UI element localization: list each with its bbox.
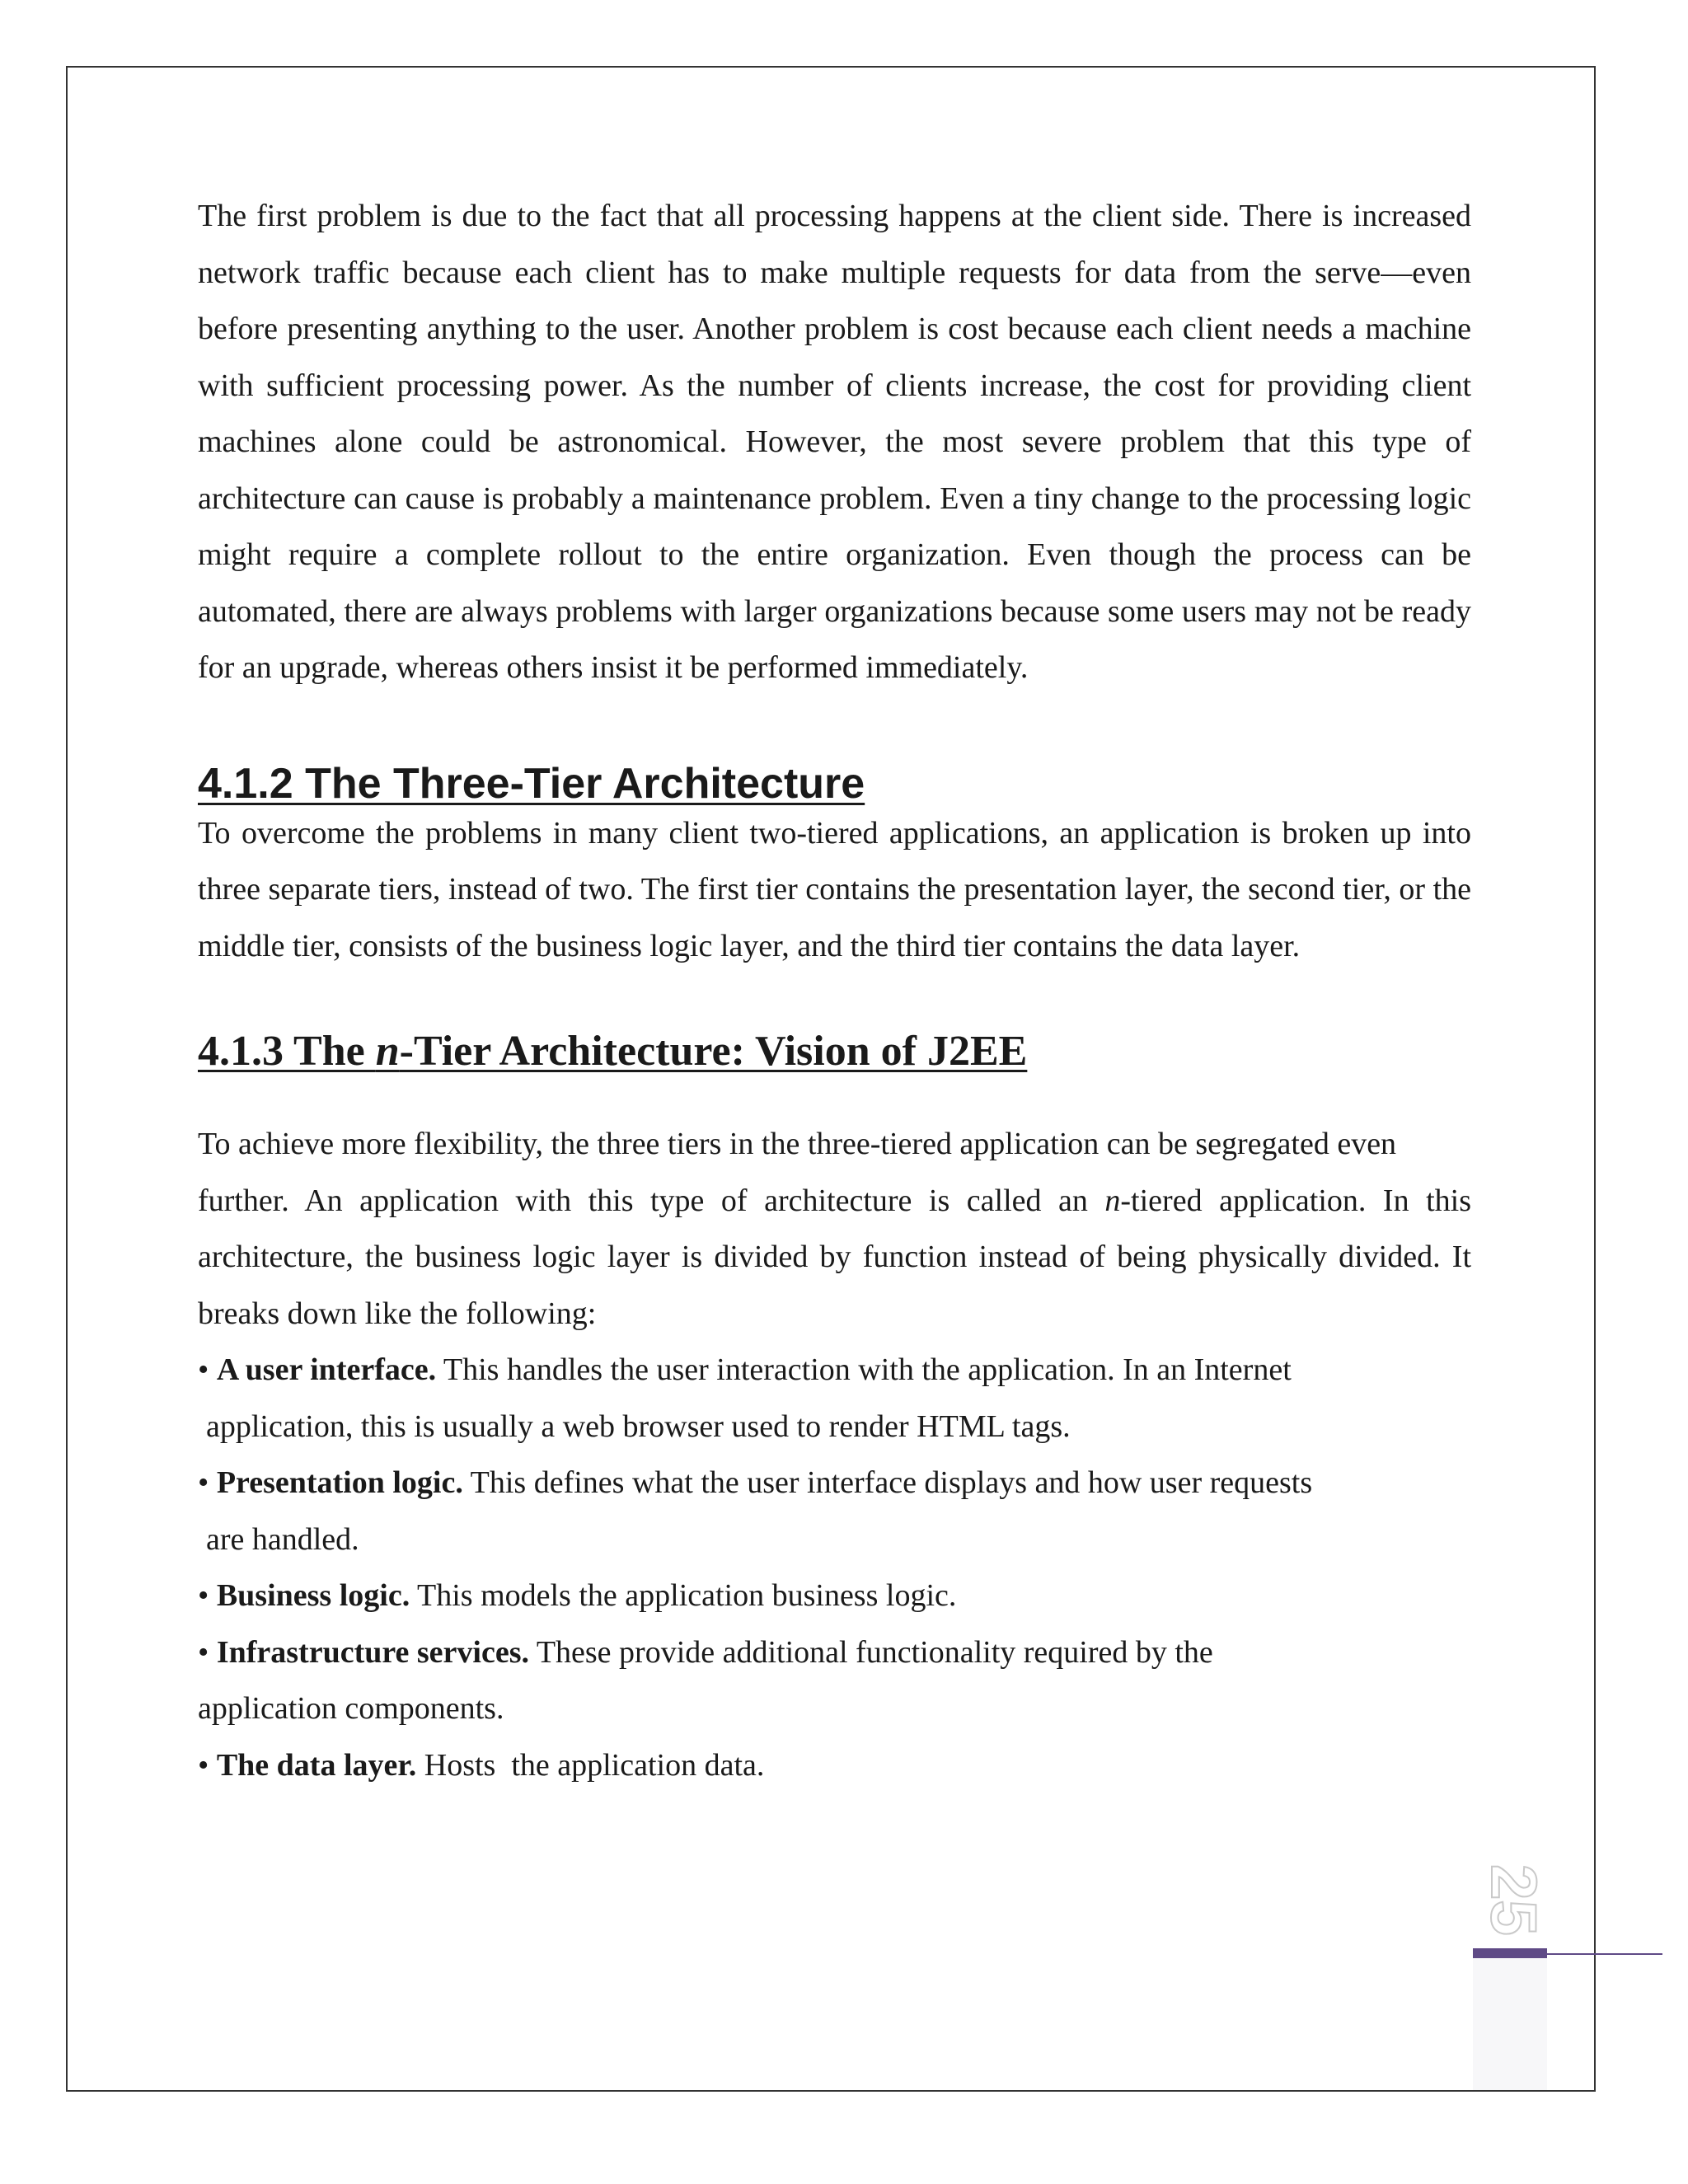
bullet-continuation: are handled. [206, 1521, 359, 1557]
bullet-text: This handles the user interaction with the application. In an Internet [436, 1352, 1292, 1387]
list-item [198, 1624, 1471, 1681]
bullet-continuation: application components. [198, 1691, 504, 1726]
bullet-marker: • [198, 1634, 209, 1670]
page-accent-line [1547, 1953, 1662, 1955]
bullet-marker: • [198, 1465, 209, 1500]
bullet-marker: • [198, 1578, 209, 1613]
intro-paragraph: The first problem is due to the fact that all processing happens at the client side. There is increased network traffic because each client has to make multiple requests for data from the serve—even before presenting anything to the user. Another problem is cost because each client needs a machine with sufficient processing power. As the number of clients increase, the cost for providing client machines alone could be astronomical. However, the most severe problem that this type of architecture can cause is probably a maintenance problem. Even a tiny change to the processing logic might require a complete rollout to the entire organization. Even though the process can be automated, there are always problems with larger organizations because some users may not be ready for an upgrade, whereas others insist it be performed immediately. [198, 199, 1471, 685]
three-tier-paragraph: To overcome the problems in many client two-tiered applications, an application is broken up into three separate tiers, instead of two. The first tier contains the presentation layer, the second tier, or the middle tier, consists of the business logic layer, and the third tier contains the data layer. [198, 815, 1471, 963]
bullet-continuation: application, this is usually a web browser used to render HTML tags. [206, 1408, 1071, 1444]
n-tier-paragraph [198, 1173, 1471, 1343]
heading-three-tier: 4.1.2 The Three-Tier Architecture [198, 759, 865, 808]
n-tier-paragraph-italic: n [1104, 1183, 1121, 1218]
bullet-term: Presentation logic. [216, 1465, 463, 1500]
bullet-term: Business logic. [216, 1578, 410, 1613]
list-item [198, 1455, 1471, 1511]
page-accent-bar [1473, 1948, 1547, 1958]
bullet-term: The data layer. [216, 1747, 417, 1783]
list-item [198, 1737, 1471, 1794]
heading-n-tier-italic: n [375, 1028, 400, 1075]
list-item [198, 1568, 1471, 1624]
heading-n-tier-suffix: -Tier Architecture: Vision of J2EE [399, 1028, 1028, 1075]
page-number-shade [1473, 1958, 1547, 2090]
bullet-text: This defines what the user interface displays and how user requests [462, 1465, 1313, 1500]
n-tier-paragraph-line1: To achieve more flexibility, the three tiers in the three-tiered application can be segregated even [198, 1127, 1397, 1161]
heading-n-tier [198, 1027, 1471, 1076]
heading-n-tier-prefix: 4.1.3 The [198, 1028, 376, 1075]
bullet-text: This models the application business logic. [410, 1578, 957, 1613]
page-number: 25 [1478, 1864, 1550, 1936]
bullet-term: Infrastructure services. [216, 1634, 529, 1670]
bullet-term: A user interface. [216, 1352, 437, 1387]
n-tier-paragraph-b: -tiered application. In this architecture, the business logic layer is divided by function instead of being physically divided. It breaks down like the following: [198, 1183, 1471, 1331]
bullet-marker: • [198, 1747, 209, 1783]
list-item [198, 1342, 1471, 1399]
document-body [198, 188, 1471, 1793]
n-tier-paragraph-a: further. An application with this type of architecture is called an [198, 1183, 1105, 1218]
bullet-text: Hosts the application data. [416, 1747, 765, 1783]
bullet-marker: • [198, 1352, 209, 1387]
bullet-text: These provide additional functionality required by the [529, 1634, 1213, 1670]
bullet-list [198, 1342, 1471, 1793]
